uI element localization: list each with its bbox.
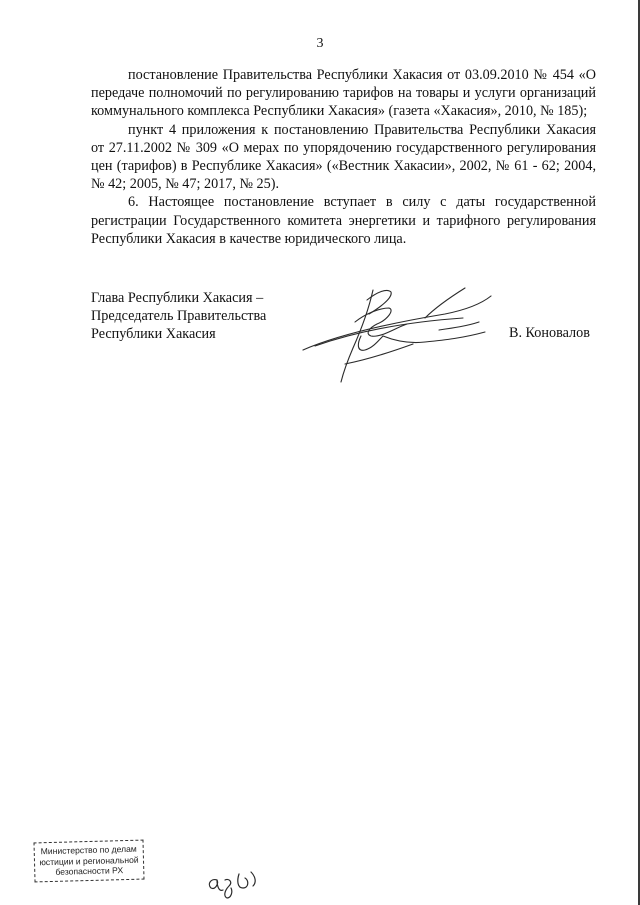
- handwritten-mark: [203, 866, 261, 900]
- paragraph-2: пункт 4 приложения к постановлению Правительства Республики Хакасия от 27.11.2002 № 309 «О мерах по упорядочению государственного регулирования цен (тарифов) в Республике Хакасия» («Вестник Хакасии», 2002, № 61 - 62; 2004, № 42; 2005, № 47; 2017, № 25).: [91, 121, 596, 193]
- signatory-title: [91, 289, 266, 344]
- stamp-line-2: юстиции и региональной: [39, 854, 139, 867]
- handwritten-signature: [295, 278, 495, 386]
- paragraph-1: постановление Правительства Республики Хакасия от 03.09.2010 № 454 «О передаче полномочий по регулированию тарифов на товары и услуги организаций коммунального комплекса Республики Хакасия» (газета «Хакасия», 2010, № 185);: [91, 67, 596, 120]
- paragraph-3: 6. Настоящее постановление вступает в силу с даты государственной регистрации Государственного комитета энергетики и тарифного регулирования Республики Хакасия в качестве юридического лица.: [91, 194, 596, 247]
- document-body: [91, 66, 596, 248]
- signatory-title-line-1: Глава Республики Хакасия –: [91, 290, 264, 306]
- signatory-title-line-3: Республики Хакасия: [91, 326, 216, 343]
- signatory-title-line-2: Председатель Правительства: [91, 308, 267, 325]
- stamp-line-3: безопасности РХ: [55, 865, 124, 878]
- signatory-name: В. Коновалов: [509, 325, 590, 341]
- ministry-stamp: [33, 840, 144, 883]
- stamp-line-1: Министерство по делам: [40, 843, 137, 857]
- page-number: 3: [316, 36, 324, 51]
